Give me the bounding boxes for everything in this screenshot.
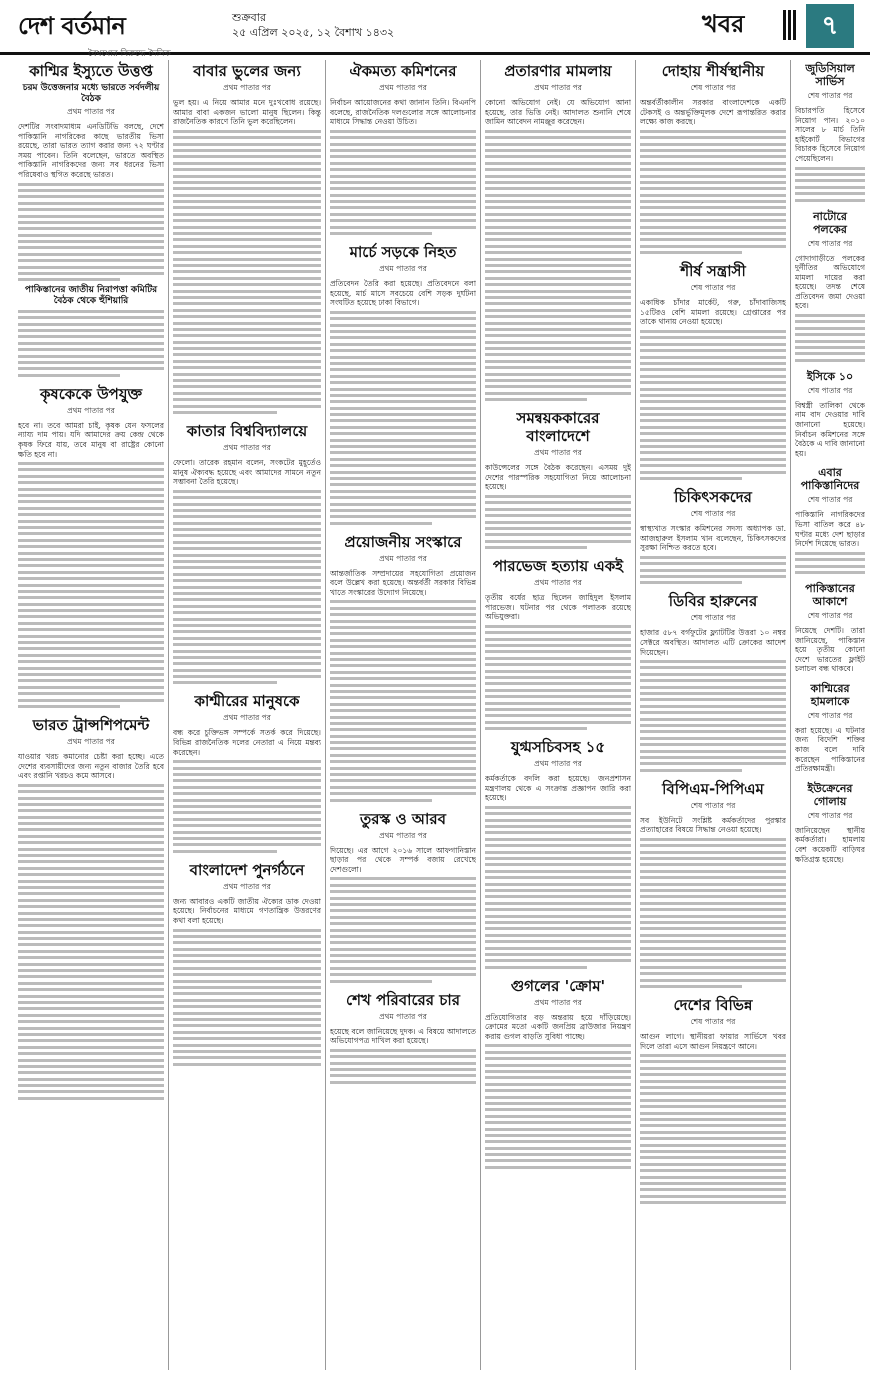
- continuation-note: শেষ পাতার পর: [807, 238, 853, 248]
- article-body: হয়েছে বলে জানিয়েছে দুদক। এ বিষয়ে আদালতে অভিযোগপত্র দাখিল করা হয়েছে।: [330, 1026, 476, 1046]
- article: [173, 861, 321, 1066]
- article-body: কাউন্সেলের সঙ্গে বৈঠক করেছেন। এসময় দুই দেশের পারস্পরিক সহযোগিতা নিয়ে আলোচনা হয়েছে।: [485, 463, 631, 492]
- article-headline: প্রতারণার মামলায়: [504, 62, 612, 80]
- article-body: কর্মকর্তাকে বদলি করা হয়েছে। জনপ্রশাসন মন্ত্রণালয় থেকে এ সংক্রান্ত প্রজ্ঞাপন জারি করা হয়েছে।: [485, 774, 631, 803]
- article: [485, 557, 631, 730]
- column-rule: [790, 60, 791, 1370]
- column-2: [173, 60, 321, 1370]
- article-headline: কৃষকেকে উপযুক্ত: [39, 384, 143, 403]
- article-headline: বাংলাদেশ পুনর্গঠনে: [189, 860, 305, 879]
- continuation-note: প্রথম পাতার পর: [223, 442, 271, 452]
- column-1: [18, 60, 164, 1370]
- continuation-note: প্রথম পাতার পর: [67, 736, 115, 746]
- article-headline: সমন্বয়ককারের বাংলাদেশে: [516, 409, 600, 446]
- article-body: বন্ধ করে চুক্তিভঙ্গ সম্পর্কে সতর্ক করে দিয়েছে। বিভিন্ন রাজনৈতিক দলের নেতারা এ নিয়ে মন্তব্য করেছেন।: [173, 728, 321, 757]
- article-body: স্বাস্থ্যখাত সংস্কার কমিশনের সদস্য অধ্যাপক ডা. আজহারুল ইসলাম খান বলেছেন, চিকিৎসকদের সুরক্ষা নিশ্চিত করতে হবে।: [640, 523, 786, 553]
- article-body: দেশটির সংবাদমাধ্যম এনডিটিভি বলছে, দেশে পাকিস্তানি নাগরিকের কাছে ভারতীয় ভিসা রয়েছে, তারা ভারত ত্যাগ করার জন্য ৭২ ঘণ্টার সময় পাবেন। তিনি বলেছেন, ভারতে অবস্থিত পাকিস্তানি নাগরিকদের জন্য সব ধরনের ভিসা পরিষেবাও স্থগিত করেছে ভারত।: [18, 122, 164, 179]
- article-body: প্রতিবেদন তৈরি করা হয়েছে। প্রতিবেদনে বলা হয়েছে, মার্চ মাসে সবচেয়ে বেশি সড়ক দুর্ঘটনা সংঘটিত হয়েছে ঢাকা বিভাগে।: [330, 279, 476, 308]
- article-body: কোনো অভিযোগ নেই। যে অভিযোগ আনা হয়েছে, তার ভিত্তি নেই। আদালত শুনানি শেষে জামিন আবেদন নামঞ্জুর করেছেন।: [485, 98, 631, 127]
- article-headline: শেখ পরিবারের চার: [346, 990, 460, 1009]
- continuation-note: প্রথম পাতার পর: [534, 448, 582, 458]
- article-body: ফেলো। তারেক রহমান বলেন, সংকটের মুহূর্তেও মানুষ ঐক্যবদ্ধ হয়েছে এবং আমাদের সামনে নতুন সম্ভাবনা তৈরি হয়েছে।: [173, 457, 321, 487]
- article-headline: তুরস্ক ও আরব: [360, 809, 446, 828]
- article: [18, 62, 164, 377]
- article-headline: শীর্ষ সন্ত্রাসী: [680, 262, 746, 281]
- article: [640, 780, 786, 988]
- article-subhead: পাকিস্তানের জাতীয় নিরাপত্তা কমিটির বৈঠক থেকে হুঁশিয়ারি: [24, 284, 158, 306]
- article-headline: জুডিসিয়াল সার্ভিস: [805, 62, 855, 88]
- article-body: একাধিক চাঁদার মার্কেট, গরু, চাঁদাবাজিসহ ১৫টিরও বেশি মামলা রয়েছে। গ্রেপ্তারের পর তাকে থানায় নেওয়া হয়েছে।: [640, 298, 786, 327]
- article-headline: বিপিএম-পিপিএম: [662, 779, 764, 798]
- article: [485, 738, 631, 969]
- article-headline: দেশের বিভিন্ন: [673, 995, 753, 1014]
- continuation-note: শেষ পাতার পর: [690, 283, 736, 293]
- continuation-note: শেষ পাতার পর: [807, 610, 853, 620]
- article-headline: ইউক্রেনের গোলায়: [807, 781, 853, 808]
- continuation-note: শেষ পাতার পর: [807, 91, 853, 100]
- continuation-note: প্রথম পাতার পর: [379, 264, 427, 274]
- continuation-note: প্রথম পাতার পর: [534, 759, 582, 769]
- article-headline: পাকিস্তানের আকাশে: [805, 581, 855, 608]
- page-header: [0, 0, 870, 59]
- dateline: [232, 10, 394, 40]
- article: [640, 592, 786, 771]
- article: [485, 62, 631, 401]
- article-headline: কাশ্মিরের হামলাকে: [810, 681, 850, 708]
- continuation-note: প্রথম পাতার পর: [379, 83, 427, 92]
- article-headline: কাতার বিশ্ববিদ্যালয়ে: [186, 421, 308, 440]
- continuation-note: প্রথম পাতার পর: [67, 405, 115, 415]
- article-body: তৃতীয় বর্ষের ছাত্র ছিলেন জাহিদুল ইসলাম পারভেজ। ঘটনার পর থেকে পলাতক রয়েছে অভিযুক্তরা।: [485, 593, 631, 622]
- article: [330, 533, 476, 802]
- article-headline: ইসিকে ১০: [806, 369, 854, 383]
- continuation-note: প্রথম পাতার পর: [379, 1011, 427, 1021]
- article-body: জানিয়েছেন স্থানীয় কর্মকর্তারা। হামলায় বেশ কয়েকটি বাড়িঘর ক্ষতিগ্রস্ত হয়েছে।: [795, 825, 865, 864]
- article-headline: কাশ্মীরের মানুষকে: [194, 692, 300, 711]
- article-body: গোদাগাড়ীতে পলকের দুর্নীতির অভিযোগে মামলা দায়ের করা হয়েছে। তদন্ত শেষে প্রতিবেদন জমা দেওয়া হবে।: [795, 253, 865, 311]
- date-label: ২৫ এপ্রিল ২০২৫, ১২ বৈশাখ ১৪৩২: [232, 26, 395, 39]
- continuation-note: শেষ পাতার পর: [690, 613, 736, 623]
- article-body: পাকিস্তানি নাগরিকদের ভিসা বাতিল করে ৪৮ ঘণ্টার মধ্যে দেশ ছাড়ার নির্দেশ দিয়েছে ভারত।: [795, 510, 865, 549]
- continuation-note: প্রথম পাতার পর: [379, 553, 427, 563]
- column-3: [330, 60, 476, 1370]
- article-body: হবে না। তবে আমরা চাই, কৃষক যেন ফসলের ন্যায্য দাম পায়। যদি আমাদের ক্রয় কেন্দ্র থেকে কৃষক ফিরে যায়, তবে মানুষ বা রাষ্ট্রের কোনো ক্ষতি হবে না।: [18, 420, 164, 459]
- article: [795, 370, 865, 459]
- article-headline: প্রয়োজনীয় সংস্কারে: [344, 532, 462, 551]
- article: [330, 810, 476, 983]
- column-6: [795, 60, 865, 1370]
- bars-divider-icon: [782, 10, 798, 40]
- continuation-note: প্রথম পাতার পর: [534, 578, 582, 588]
- article-headline: বাবার ভুলের জন্য: [193, 62, 301, 80]
- article-headline: ডিবির হারুনের: [668, 592, 758, 611]
- article-body: দিয়েছে। এর আগে ২০১৬ সালে আফগানিস্তান ছাড়ার পর থেকে সম্পর্ক বজায় রেখেছে দেশগুলো।: [330, 845, 476, 874]
- column-rule: [325, 60, 326, 1370]
- article: [485, 977, 631, 1169]
- article-body: নির্বাচন আয়োজনের কথা জানান তিনি। বিএনপি বলেছে, রাজনৈতিক দলগুলোর সঙ্গে আলোচনার মাধ্যমে সিদ্ধান্ত নেওয়া উচিত।: [330, 98, 476, 127]
- article: [640, 488, 786, 584]
- article-body: হাজার ৫৮৭ বর্গফুটের ফ্ল্যাটটির উত্তরা ১০ নম্বর সেক্টরে অবস্থিত। আদালত এটি ক্রোকের আদেশ দিয়েছেন।: [640, 628, 786, 657]
- continuation-note: প্রথম পাতার পর: [379, 830, 427, 840]
- article-headline: দোহায় শীর্ষস্থানীয়: [661, 62, 765, 80]
- article-body: যাওয়ার খরচ কমানোর চেষ্টা করা হচ্ছে। এতে দেশের ব্যবসায়ীদের জন্য নতুন বাজার তৈরি হবে এবং রপ্তানি খরচও কমে আসবে।: [18, 751, 164, 781]
- continuation-note: শেষ পাতার পর: [690, 1016, 736, 1026]
- continuation-note: শেষ পাতার পর: [690, 83, 736, 92]
- column-rule: [480, 60, 481, 1370]
- continuation-note: প্রথম পাতার পর: [67, 107, 115, 116]
- article-body: নিয়েছে দেশটি। তারা জানিয়েছে, পাকিস্তান হয়ে তৃতীয় কোনো দেশে ভারতের ফ্লাইট চলাচল বন্ধ থাকবে।: [795, 625, 865, 674]
- article-headline: এবার পাকিস্তানিদের: [800, 466, 860, 493]
- article-headline: ভারত ট্রান্সশিপমেন্ট: [32, 715, 150, 734]
- continuation-note: শেষ পাতার পর: [690, 800, 736, 810]
- article: [485, 409, 631, 549]
- article: [173, 692, 321, 852]
- brand-name: দেশ বর্তমান: [18, 12, 126, 40]
- column-rule: [168, 60, 169, 1370]
- article-body: বিশ্বস্ত্রী তালিকা থেকে নাম বাদ দেওয়ার দাবি জানানো হয়েছে। নির্বাচন কমিশনের সঙ্গে বৈঠকে এ দাবি জানানো হয়।: [795, 400, 865, 458]
- article: [330, 991, 476, 1084]
- article-headline: চিকিৎসকদের: [674, 487, 752, 506]
- article-body: জন্য আবারও একটি জাতীয় ঐক্যের ডাক দেওয়া হয়েছে। নির্বাচনের মাধ্যমে গণতান্ত্রিক উত্তরণের কথা বলা হয়েছে।: [173, 896, 321, 925]
- article-body: প্রতিযোগিতার বড় অন্তরায় হয়ে দাঁড়িয়েছে। ক্রোমের মতো একটি জনপ্রিয় ব্রাউজার নিয়ন্ত্রণ করায় গুগল বাড়তি সুবিধা পাচ্ছে।: [485, 1012, 631, 1041]
- article-headline: নাটোরে পলকের: [813, 209, 847, 236]
- article: [173, 62, 321, 414]
- section-title: খবর: [702, 10, 745, 38]
- article-headline: ঐকমত্য কমিশনের: [349, 62, 457, 80]
- continuation-note: শেষ পাতার পর: [807, 810, 853, 820]
- article-headline: পারভেজ হত্যায় একই: [492, 557, 624, 576]
- article-body: বিচারপতি হিসেবে নিয়োগ পান। ২০১০ সালের ৮ মার্চ তিনি হাইকোর্ট বিভাগের বিচারক হিসেবে নিয়োগ পেয়েছিলেন।: [795, 106, 865, 163]
- article-headline: যুগ্মসচিবসহ ১৫: [510, 738, 606, 757]
- continuation-note: শেষ পাতার পর: [807, 495, 853, 505]
- article-body: করা হয়েছে। এ ঘটনার জন্য বিদেশি শক্তির কাজ বলে দাবি করেছেন পাকিস্তানের প্রতিরক্ষামন্ত্রী।: [795, 725, 865, 774]
- column-5: [640, 60, 786, 1370]
- column-rule: [635, 60, 636, 1370]
- article: [795, 466, 865, 574]
- article: [18, 716, 164, 1100]
- continuation-note: প্রথম পাতার পর: [223, 713, 271, 723]
- article: [795, 782, 865, 864]
- continuation-note: শেষ পাতার পর: [690, 508, 736, 518]
- article: [330, 62, 476, 235]
- article-subhead: চরম উত্তেজনার মধ্যে ভারতে সর্বদলীয় বৈঠক: [22, 83, 160, 104]
- day-label: শুক্রবার: [232, 11, 267, 24]
- continuation-note: শেষ পাতার পর: [807, 385, 853, 395]
- article-headline: গুগলের 'ক্রোম': [510, 976, 606, 995]
- article-headline: মার্চে সড়কে নিহত: [349, 243, 457, 262]
- article-body: ভুল হয়। এ নিয়ে আমার মনে দুঃখবোধ রয়েছে। আমার বাবা একজন ভালো মানুষ ছিলেন। কিন্তু রাজনৈতিক কারণে তিনি ভুল করেছিলেন।: [173, 98, 321, 127]
- article: [795, 62, 865, 202]
- article-body: আগুন লাগে। স্থানীয়রা ফায়ার সার্ভিসে খবর দিলে তারা এসে আগুন নিয়ন্ত্রণে আনে।: [640, 1031, 786, 1051]
- continuation-note: শেষ পাতার পর: [807, 710, 853, 720]
- article-text-filler: [18, 183, 164, 282]
- page-number: ৭: [806, 4, 854, 48]
- masthead-logo: [18, 8, 218, 59]
- continuation-note: প্রথম পাতার পর: [223, 881, 271, 891]
- article: [795, 210, 865, 362]
- continuation-note: প্রথম পাতার পর: [223, 83, 271, 92]
- article: [173, 422, 321, 685]
- article-headline: কাশ্মির ইস্যুতে উত্তপ্ত: [29, 62, 153, 80]
- article: [640, 62, 786, 254]
- article: [330, 243, 476, 525]
- article: [795, 682, 865, 774]
- continuation-note: প্রথম পাতার পর: [534, 997, 582, 1007]
- article-body: অন্তর্বর্তীকালীন সরকার বাংলাদেশকে একটি টেকসই ও অন্তর্ভুক্তিমূলক দেশে রূপান্তরিত করার লক্ষ্যে কাজ করছে।: [640, 98, 786, 127]
- article: [640, 262, 786, 480]
- column-4: [485, 60, 631, 1370]
- article: [640, 996, 786, 1204]
- brand-tagline: বৈষম্যের বিরুদ্ধে দৈনিক: [88, 49, 171, 59]
- continuation-note: প্রথম পাতার পর: [534, 83, 582, 92]
- article: [18, 385, 164, 708]
- article-body: আন্তর্জাতিক সম্প্রদায়ের সহযোগিতা প্রয়োজন বলে উল্লেখ করা হয়েছে। অন্তর্বর্তী সরকার বিভিন্ন খাতে সংস্কারের উদ্যোগ নিয়েছে।: [330, 568, 476, 597]
- article-body: সব ইউনিটে সংশ্লিষ্ট কর্মকর্তাদের পুরস্কার প্রত্যাহারের বিষয়ে সিদ্ধান্ত নেওয়া হয়েছে।: [640, 815, 786, 835]
- article: [795, 582, 865, 674]
